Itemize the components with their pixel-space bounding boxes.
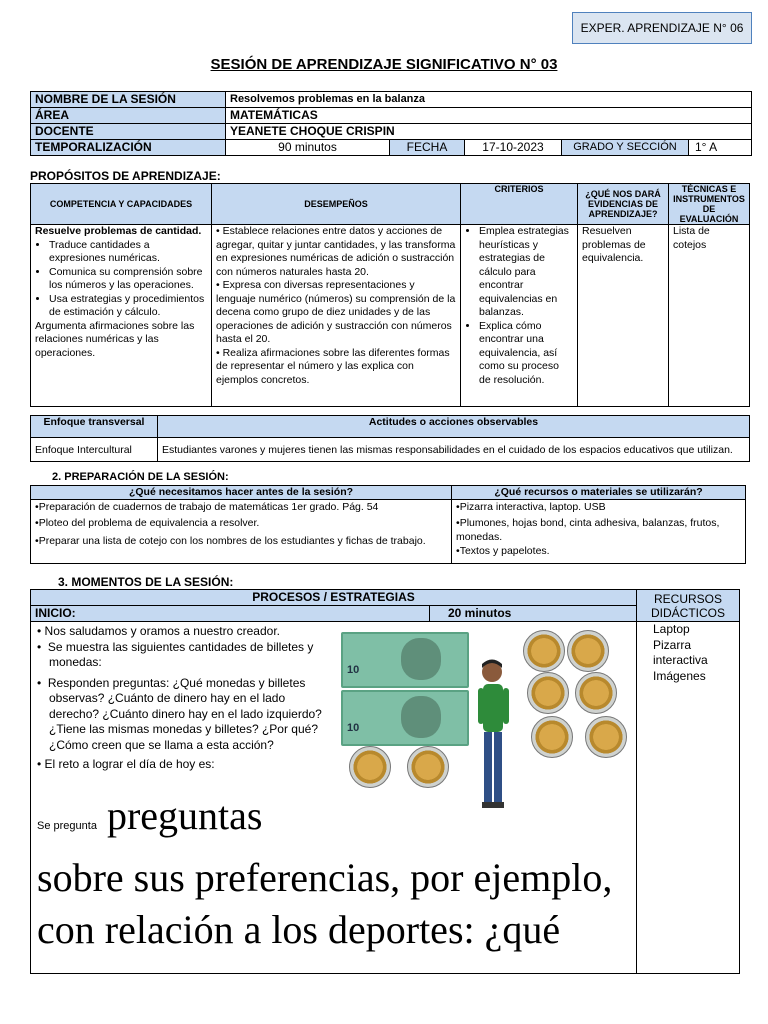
criterios-list bbox=[465, 225, 573, 387]
propositos-heading: PROPÓSITOS DE APRENDIZAJE: bbox=[30, 169, 221, 183]
area-value: MATEMÁTICAS bbox=[226, 108, 752, 124]
col-tecnicas: TÉCNICAS E INSTRUMENTOS DE EVALUACIÓN bbox=[669, 184, 750, 225]
coin-image bbox=[567, 630, 609, 672]
fecha-label: FECHA bbox=[390, 140, 465, 156]
enfoque-col2: Actitudes o acciones observables bbox=[158, 416, 750, 438]
inicio-bullets bbox=[37, 624, 335, 773]
prep-antes-item: •Ploteo del problema de equivalencia a resolver. bbox=[35, 517, 260, 529]
experience-label: EXPER. APRENDIZAJE N° 06 bbox=[572, 12, 752, 44]
fecha-value: 17-10-2023 bbox=[465, 140, 562, 156]
inicio-bullet: • Se muestra las siguientes cantidades de billetes y monedas: bbox=[37, 639, 314, 669]
bill-value: 10 bbox=[347, 722, 360, 734]
capacidades-list bbox=[35, 239, 207, 320]
coin-image bbox=[531, 716, 573, 758]
inicio-label: INICIO: bbox=[31, 606, 430, 622]
coin-image bbox=[523, 630, 565, 672]
coin-image bbox=[407, 746, 449, 788]
inicio-content-cell bbox=[31, 622, 637, 974]
recurso-item: Laptop bbox=[653, 622, 690, 636]
desempeno-item: • Expresa con diversas representaciones y lenguaje numérico (números) su comprensión de la decena como grupo de diez unidades y de las operaciones de adición y sustracción con números hasta el 20. bbox=[216, 279, 456, 345]
inicio-bullet: • El reto a lograr el día de hoy es: bbox=[37, 757, 215, 771]
inicio-bullet: • Nos saludamos y oramos a nuestro creador. bbox=[37, 624, 280, 638]
tecnicas-cell: Lista de cotejos bbox=[669, 225, 750, 407]
pregunta-first: preguntas bbox=[106, 793, 263, 838]
prep-recurso-item: •Pizarra interactiva, laptop. USB bbox=[456, 501, 606, 513]
momentos-heading: 3. MOMENTOS DE LA SESIÓN: bbox=[58, 575, 234, 589]
prep-col1: ¿Qué necesitamos hacer antes de la sesión? bbox=[31, 486, 452, 500]
criterio-item: • Explica cómo encontrar una equivalencia, así como su proceso de resolución. bbox=[479, 320, 573, 388]
col-competencia: COMPETENCIA Y CAPACIDADES bbox=[31, 184, 212, 225]
prep-recursos-cell bbox=[452, 500, 746, 564]
area-label: ÁREA bbox=[31, 108, 226, 124]
inicio-bullet: • Responden preguntas: ¿Qué monedas y billetes observas? ¿Cuánto de dinero hay en el lado derecho? ¿Cuánto dinero hay en el lado izquierdo? ¿Tiene las mismas monedas y billetes? ¿Por qué? ¿Cómo creen que se llama a esta acción? bbox=[37, 675, 322, 752]
evidencias-cell: Resuelven problemas de equivalencia. bbox=[578, 225, 669, 407]
grado-value: 1° A bbox=[689, 140, 752, 156]
enfoque-actitud: Estudiantes varones y mujeres tienen las mismas responsabilidades en el cuidado de los espacios educativos que utilizan. bbox=[158, 438, 750, 462]
pregunta-rest: sobre sus preferencias, por ejemplo, con relación a los deportes: ¿qué bbox=[37, 855, 613, 952]
session-title: SESIÓN DE APRENDIZAJE SIGNIFICATIVO N° 03 bbox=[210, 56, 558, 73]
pregunta-text bbox=[37, 790, 627, 956]
nombre-value: Resolvemos problemas en la balanza bbox=[226, 92, 752, 108]
nombre-label: NOMBRE DE LA SESIÓN bbox=[31, 92, 226, 108]
bill-portrait bbox=[401, 696, 441, 738]
bill-image bbox=[341, 632, 469, 688]
competencia-cell bbox=[31, 225, 212, 407]
bill-image bbox=[341, 690, 469, 746]
enfoque-col1: Enfoque transversal bbox=[31, 416, 158, 438]
enfoque-name: Enfoque Intercultural bbox=[31, 438, 158, 462]
enfoque-table bbox=[30, 415, 750, 462]
criterio-item: • Emplea estrategias heurísticas y estrategias de cálculo para encontrar equivalencias en balanzas. bbox=[479, 225, 573, 320]
pregunta-small: Se pregunta bbox=[37, 820, 97, 832]
capacidad-item: • Usa estrategias y procedimientos de estimación y cálculo. bbox=[49, 293, 207, 320]
inicio-time: 20 minutos bbox=[430, 606, 637, 622]
prep-col2: ¿Qué recursos o materiales se utilizarán? bbox=[452, 486, 746, 500]
bill-portrait bbox=[401, 638, 441, 680]
prep-antes-item: •Preparar una lista de cotejo con los nombres de los estudiantes y fichas de trabajo. bbox=[35, 535, 426, 547]
coin-image bbox=[527, 672, 569, 714]
docente-value: YEANETE CHOQUE CRISPIN bbox=[226, 124, 752, 140]
criterios-cell bbox=[461, 225, 578, 407]
col-recursos: RECURSOS DIDÁCTICOS bbox=[637, 590, 740, 622]
desempeno-item: • Realiza afirmaciones sobre las diferentes formas de representar el número y las explica con ejemplos concretos. bbox=[216, 346, 450, 386]
capacidad-last: Argumenta afirmaciones sobre las relaciones numéricas y las operaciones. bbox=[35, 319, 195, 359]
recurso-item: Imágenes bbox=[653, 668, 706, 683]
recurso-item: Pizarra interactiva bbox=[653, 637, 708, 667]
preparacion-heading: 2. PREPARACIÓN DE LA SESIÓN: bbox=[52, 471, 229, 483]
competencia-title: Resuelve problemas de cantidad. bbox=[35, 225, 202, 237]
preparacion-table bbox=[30, 485, 746, 564]
grado-label: GRADO Y SECCIÓN bbox=[562, 140, 689, 156]
prep-recurso-item: •Plumones, hojas bond, cinta adhesiva, balanzas, frutos, monedas. bbox=[456, 517, 720, 543]
prep-recurso-item: •Textos y papelotes. bbox=[456, 545, 550, 557]
col-procesos: PROCESOS / ESTRATEGIAS bbox=[31, 590, 637, 606]
capacidad-item: • Comunica su comprensión sobre los números y las operaciones. bbox=[49, 266, 207, 293]
docente-label: DOCENTE bbox=[31, 124, 226, 140]
desempenos-cell bbox=[212, 225, 461, 407]
col-criterios: CRITERIOS bbox=[461, 184, 578, 225]
recursos-cell bbox=[637, 622, 740, 974]
temp-value: 90 minutos bbox=[226, 140, 390, 156]
prep-antes-cell bbox=[31, 500, 452, 564]
desempeno-item: • Establece relaciones entre datos y acciones de agregar, quitar y juntar cantidades, y las transforma en expresiones numéricas de adición o sustracción con números naturales hasta 20. bbox=[216, 225, 456, 278]
coin-image bbox=[575, 672, 617, 714]
prep-antes-item: •Preparación de cuadernos de trabajo de matemáticas 1er grado. Pág. 54 bbox=[35, 501, 379, 513]
momentos-table bbox=[30, 589, 740, 974]
coin-image bbox=[349, 746, 391, 788]
session-info-table bbox=[30, 91, 752, 156]
temp-label: TEMPORALIZACIÓN bbox=[31, 140, 226, 156]
bill-value: 10 bbox=[347, 664, 360, 676]
propositos-table bbox=[30, 183, 750, 407]
col-evidencias: ¿QUÉ NOS DARÁ EVIDENCIAS DE APRENDIZAJE? bbox=[578, 184, 669, 225]
coin-image bbox=[585, 716, 627, 758]
capacidad-item: • Traduce cantidades a expresiones numéricas. bbox=[49, 239, 207, 266]
col-desempenos: DESEMPEÑOS bbox=[212, 184, 461, 225]
